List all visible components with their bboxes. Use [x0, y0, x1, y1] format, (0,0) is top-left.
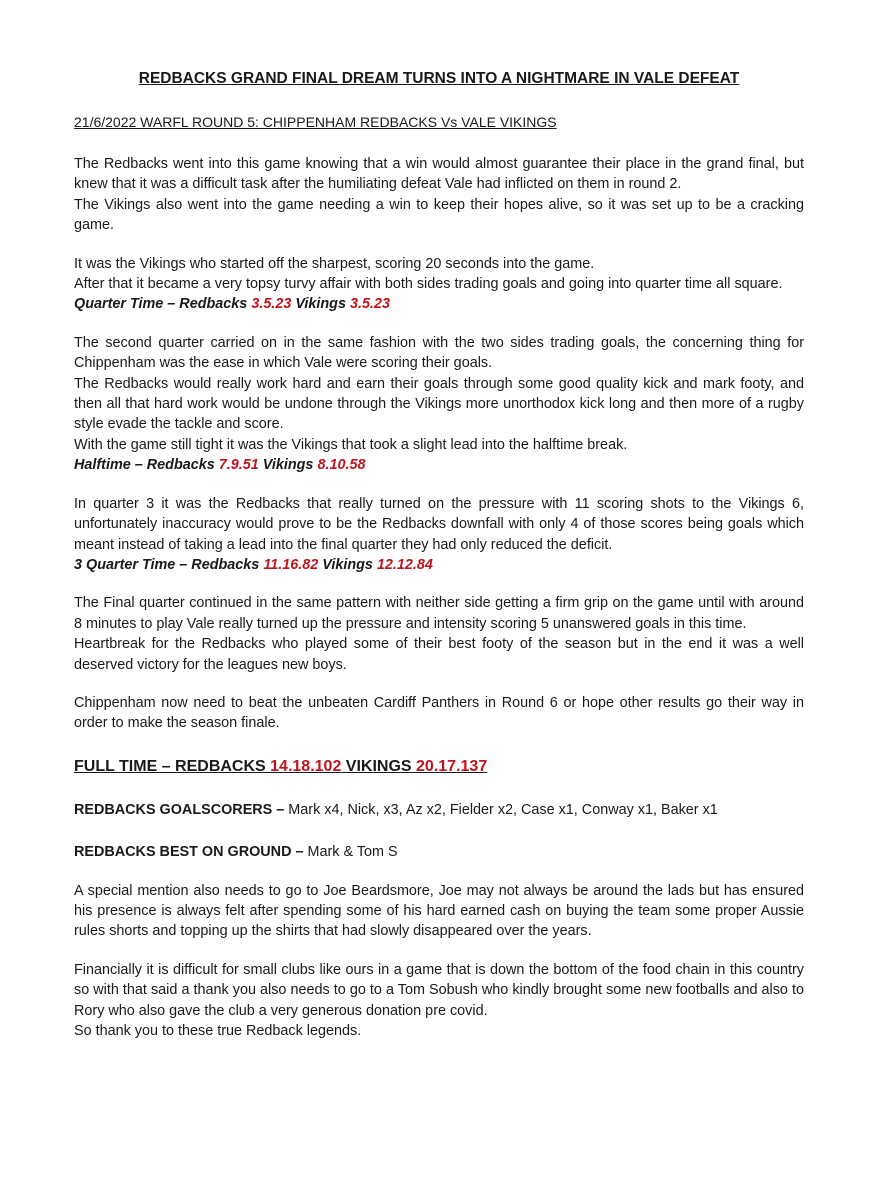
- q4-paragraph: The Final quarter continued in the same pattern with neither side getting a firm grip on the game until with around 8 minutes to play Vale really turned up the pressure and intensity scoring 5 unanswered goals in this time.: [74, 595, 804, 632]
- q4-paragraph: Heartbreak for the Redbacks who played some of their best footy of the season but in the end it was a well deserved victory for the leagues new boys.: [74, 636, 804, 673]
- best-on-ground-line: [74, 842, 804, 862]
- halftime-score: [74, 455, 804, 475]
- score-label: 3 Quarter Time – Redbacks: [74, 556, 264, 573]
- goalscorers-value: Mark x4, Nick, x3, Az x2, Fielder x2, Case x1, Conway x1, Baker x1: [284, 801, 718, 818]
- goalscorers-line: [74, 800, 804, 820]
- redbacks-score: 3.5.23: [251, 296, 292, 313]
- score-label: FULL TIME – REDBACKS: [74, 757, 271, 775]
- full-time-score: [74, 756, 804, 778]
- vikings-label: Vikings: [318, 556, 377, 573]
- q2-paragraph: The Redbacks would really work hard and earn their goals through some good quality kick and mark footy, and then all that hard work would be undone through the Vikings more unorthodox kick long and then more of a rugby style evade the tackle and score.: [74, 375, 804, 433]
- vikings-label: Vikings: [291, 296, 350, 313]
- special-mention-paragraph: A special mention also needs to go to Joe Beardsmore, Joe may not always be around the lads but has ensured his presence is always felt after spending some of his hard earned cash on buying the team some proper Aussie rules shorts and topping up the shirts that had slowly disappeared over the years.: [74, 882, 804, 940]
- q1-paragraph: It was the Vikings who started off the sharpest, scoring 20 seconds into the game.: [74, 255, 595, 272]
- redbacks-score: 14.18.102: [270, 757, 342, 775]
- special-mention-section: [74, 881, 804, 942]
- article-title: REDBACKS GRAND FINAL DREAM TURNS INTO A NIGHTMARE IN VALE DEFEAT: [138, 70, 740, 87]
- vikings-score: 20.17.137: [416, 757, 488, 775]
- score-label: Quarter Time – Redbacks: [74, 296, 252, 313]
- thanks-section: [74, 960, 804, 1042]
- second-quarter-section: [74, 333, 804, 476]
- third-quarter-section: [74, 494, 804, 576]
- article: [74, 66, 804, 1041]
- vikings-label: Vikings: [258, 457, 318, 474]
- redbacks-score: 11.16.82: [263, 556, 319, 573]
- vikings-label: VIKINGS: [341, 757, 417, 775]
- intro-paragraph: The Redbacks went into this game knowing that a win would almost guarantee their place in the grand final, but knew that it was a difficult task after the humiliating defeat Vale had inflicted on them in round 2.: [74, 156, 804, 193]
- q2-paragraph: With the game still tight it was the Vikings that took a slight lead into the halftime break.: [74, 436, 628, 453]
- thanks-paragraph: Financially it is difficult for small clubs like ours in a game that is down the bottom of the food chain in this country so with that said a thank you also needs to go to a Tom Sobush who kindly brought some new footballs and also to Rory who also gave the club a very generous donation pre covid.: [74, 961, 804, 1019]
- intro-paragraph: The Vikings also went into the game needing a win to keep their hopes alive, so it was set up to be a cracking game.: [74, 196, 804, 234]
- score-label: Halftime – Redbacks: [74, 457, 219, 474]
- vikings-score: 8.10.58: [317, 457, 366, 474]
- final-quarter-section: [74, 593, 804, 675]
- quarter-time-score: [74, 294, 804, 314]
- vikings-score: 12.12.84: [376, 556, 433, 573]
- best-on-ground-label: REDBACKS BEST ON GROUND –: [74, 844, 304, 861]
- intro-section: [74, 154, 804, 236]
- vikings-score: 3.5.23: [349, 296, 390, 313]
- thanks-paragraph: So thank you to these true Redback legends.: [74, 1023, 362, 1039]
- q2-paragraph: The second quarter carried on in the same fashion with the two sides trading goals, the concerning thing for Chippenham was the ease in which Vale were scoring their goals.: [74, 334, 804, 372]
- redbacks-score: 7.9.51: [218, 457, 259, 474]
- outlook-paragraph: Chippenham now need to beat the unbeaten Cardiff Panthers in Round 6 or hope other results go their way in order to make the season finale.: [74, 694, 804, 732]
- three-quarter-time-score: [74, 555, 804, 575]
- q1-paragraph: After that it became a very topsy turvy affair with both sides trading goals and going into quarter time all square.: [74, 276, 783, 293]
- match-subtitle: 21/6/2022 WARFL ROUND 5: CHIPPENHAM REDBACKS Vs VALE VIKINGS: [74, 114, 557, 130]
- best-on-ground-value: Mark & Tom S: [303, 844, 398, 861]
- outlook-section: [74, 693, 804, 734]
- goalscorers-label: REDBACKS GOALSCORERS –: [74, 801, 285, 818]
- q3-paragraph: In quarter 3 it was the Redbacks that really turned on the pressure with 11 scoring shots to the Vikings 6, unfortunately inaccuracy would prove to be the Redbacks downfall with only 4 of those scores being goals which meant instead of taking a lead into the final quarter they had only reduced the deficit.: [74, 495, 804, 553]
- first-quarter-section: [74, 254, 804, 315]
